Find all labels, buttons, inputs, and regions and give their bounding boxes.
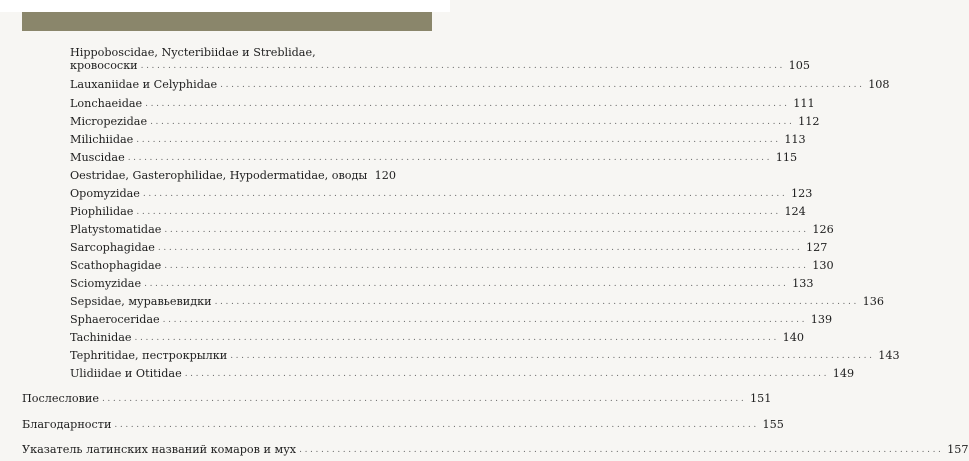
toc-entry-title: Platystomatidae — [70, 223, 162, 236]
toc-entry[interactable] — [70, 295, 884, 308]
toc-entry[interactable] — [70, 115, 820, 128]
page-top-margin — [0, 0, 450, 12]
toc-entry-page: 120 — [374, 169, 396, 182]
toc-entry-title: Ulidiidae и Otitidae — [70, 367, 182, 380]
dot-leader: ...................................................................................................................... — [134, 333, 779, 343]
toc-entry[interactable] — [70, 331, 804, 344]
toc-entry-title: Sphaeroceridae — [70, 313, 160, 326]
toc-entry[interactable] — [70, 133, 806, 146]
dot-leader: ...................................................................................................................... — [145, 99, 790, 109]
dot-leader: ...................................................................................................................... — [230, 351, 875, 361]
toc-entry[interactable] — [70, 223, 834, 236]
toc-entry-page: 151 — [750, 392, 772, 405]
toc-entry-page: 123 — [790, 187, 813, 200]
toc-entry-page: 113 — [784, 133, 806, 146]
dot-leader: ...................................................................................................................... — [299, 445, 944, 455]
toc-entry-page: 149 — [832, 367, 855, 380]
dot-leader: ...................................................................................................................... — [127, 153, 773, 163]
toc-entry[interactable] — [70, 277, 814, 290]
toc-entry-title: Благодарности — [22, 418, 112, 431]
toc-entry-page: 130 — [812, 259, 834, 272]
toc-entry-title: Послесловие — [22, 392, 99, 405]
toc-entry-page: 140 — [782, 331, 804, 344]
toc-entry[interactable] — [70, 205, 806, 218]
toc-entry[interactable] — [70, 151, 798, 164]
dot-leader: ...................................................................................................................... — [144, 279, 789, 289]
toc-entry-page: 111 — [793, 97, 815, 110]
dot-leader: ...................................................................................................................... — [162, 315, 808, 325]
toc-entry-title: Milichiidae — [70, 133, 134, 146]
toc-entry-title: Piophilidae — [70, 205, 134, 218]
dot-leader: ...................................................................................................................... — [114, 420, 759, 430]
toc-entry[interactable] — [70, 349, 900, 362]
toc-entry-page: 115 — [775, 151, 798, 164]
toc-entry-page: 108 — [868, 78, 890, 91]
toc-entry[interactable] — [70, 187, 813, 200]
dot-leader: ...................................................................................................................... — [164, 261, 809, 271]
toc-entry-page: 127 — [805, 241, 828, 254]
toc-entry-title: Sciomyzidae — [70, 277, 142, 290]
toc-entry-page: 133 — [792, 277, 814, 290]
toc-entry-title: Tachinidae — [70, 331, 132, 344]
dot-leader: ...................................................................................................................... — [184, 369, 830, 379]
toc-entry-page: 112 — [798, 115, 820, 128]
toc-entry-title: Scathophagidae — [70, 259, 162, 272]
toc-entry-page: 124 — [784, 205, 806, 218]
dot-leader: ...................................................................................................................... — [164, 225, 809, 235]
dot-leader: ...................................................................................................................... — [150, 117, 795, 127]
toc-entry-page: 136 — [862, 295, 884, 308]
toc-entry-title: Sarcophagidae — [70, 241, 155, 254]
toc-entry-page: 157 — [947, 443, 969, 456]
toc-entry-title: кровососки — [70, 59, 138, 72]
toc-entry-main[interactable] — [22, 443, 969, 456]
toc-entry-page: 105 — [788, 59, 811, 72]
toc-entry-title: Opomyzidae — [70, 187, 140, 200]
header-bar — [22, 12, 432, 31]
toc-entry[interactable] — [70, 169, 396, 182]
toc-entry-title: Micropezidae — [70, 115, 148, 128]
toc-entry-page: 143 — [878, 349, 900, 362]
toc-entry[interactable] — [70, 97, 815, 110]
toc-entry-title: Lonchaeidae — [70, 97, 143, 110]
toc-entry-title: Muscidae — [70, 151, 125, 164]
dot-leader — [370, 171, 371, 182]
dot-leader: ...................................................................................................................... — [136, 135, 781, 145]
dot-leader: ...................................................................................................................... — [220, 80, 865, 90]
toc-entry-title: Sepsidae, муравьевидки — [70, 295, 212, 308]
toc-entry-title: Tephritidae, пестрокрылки — [70, 349, 228, 362]
dot-leader: ...................................................................................................................... — [214, 297, 859, 307]
dot-leader: ...................................................................................................................... — [101, 394, 747, 404]
dot-leader: ...................................................................................................................... — [142, 189, 788, 199]
dot-leader: ...................................................................................................................... — [140, 61, 786, 71]
toc-entry-title: Oestridae, Gasterophilidae, Hypodermatidae, оводы — [70, 169, 368, 182]
toc-entry[interactable] — [70, 241, 828, 254]
toc-entry[interactable] — [70, 78, 890, 91]
dot-leader: ...................................................................................................................... — [157, 243, 803, 253]
toc-entry-hippoboscidae-line1: Hippoboscidae, Nycteribiidae и Streblidae, — [70, 46, 316, 59]
toc-entry-main[interactable] — [22, 392, 772, 405]
toc-entry-title: Lauxaniidae и Celyphidae — [70, 78, 218, 91]
toc-entry-main[interactable] — [22, 418, 784, 431]
toc-entry[interactable] — [70, 313, 833, 326]
toc-entry-page: 155 — [762, 418, 784, 431]
toc-entry[interactable] — [70, 367, 855, 380]
toc-entry-page: 139 — [810, 313, 833, 326]
toc-entry[interactable] — [70, 59, 811, 72]
toc-entry[interactable] — [70, 259, 834, 272]
toc-entry-page: 126 — [812, 223, 834, 236]
dot-leader: ...................................................................................................................... — [136, 207, 781, 217]
toc-entry-title: Указатель латинских названий комаров и мух — [22, 443, 297, 456]
